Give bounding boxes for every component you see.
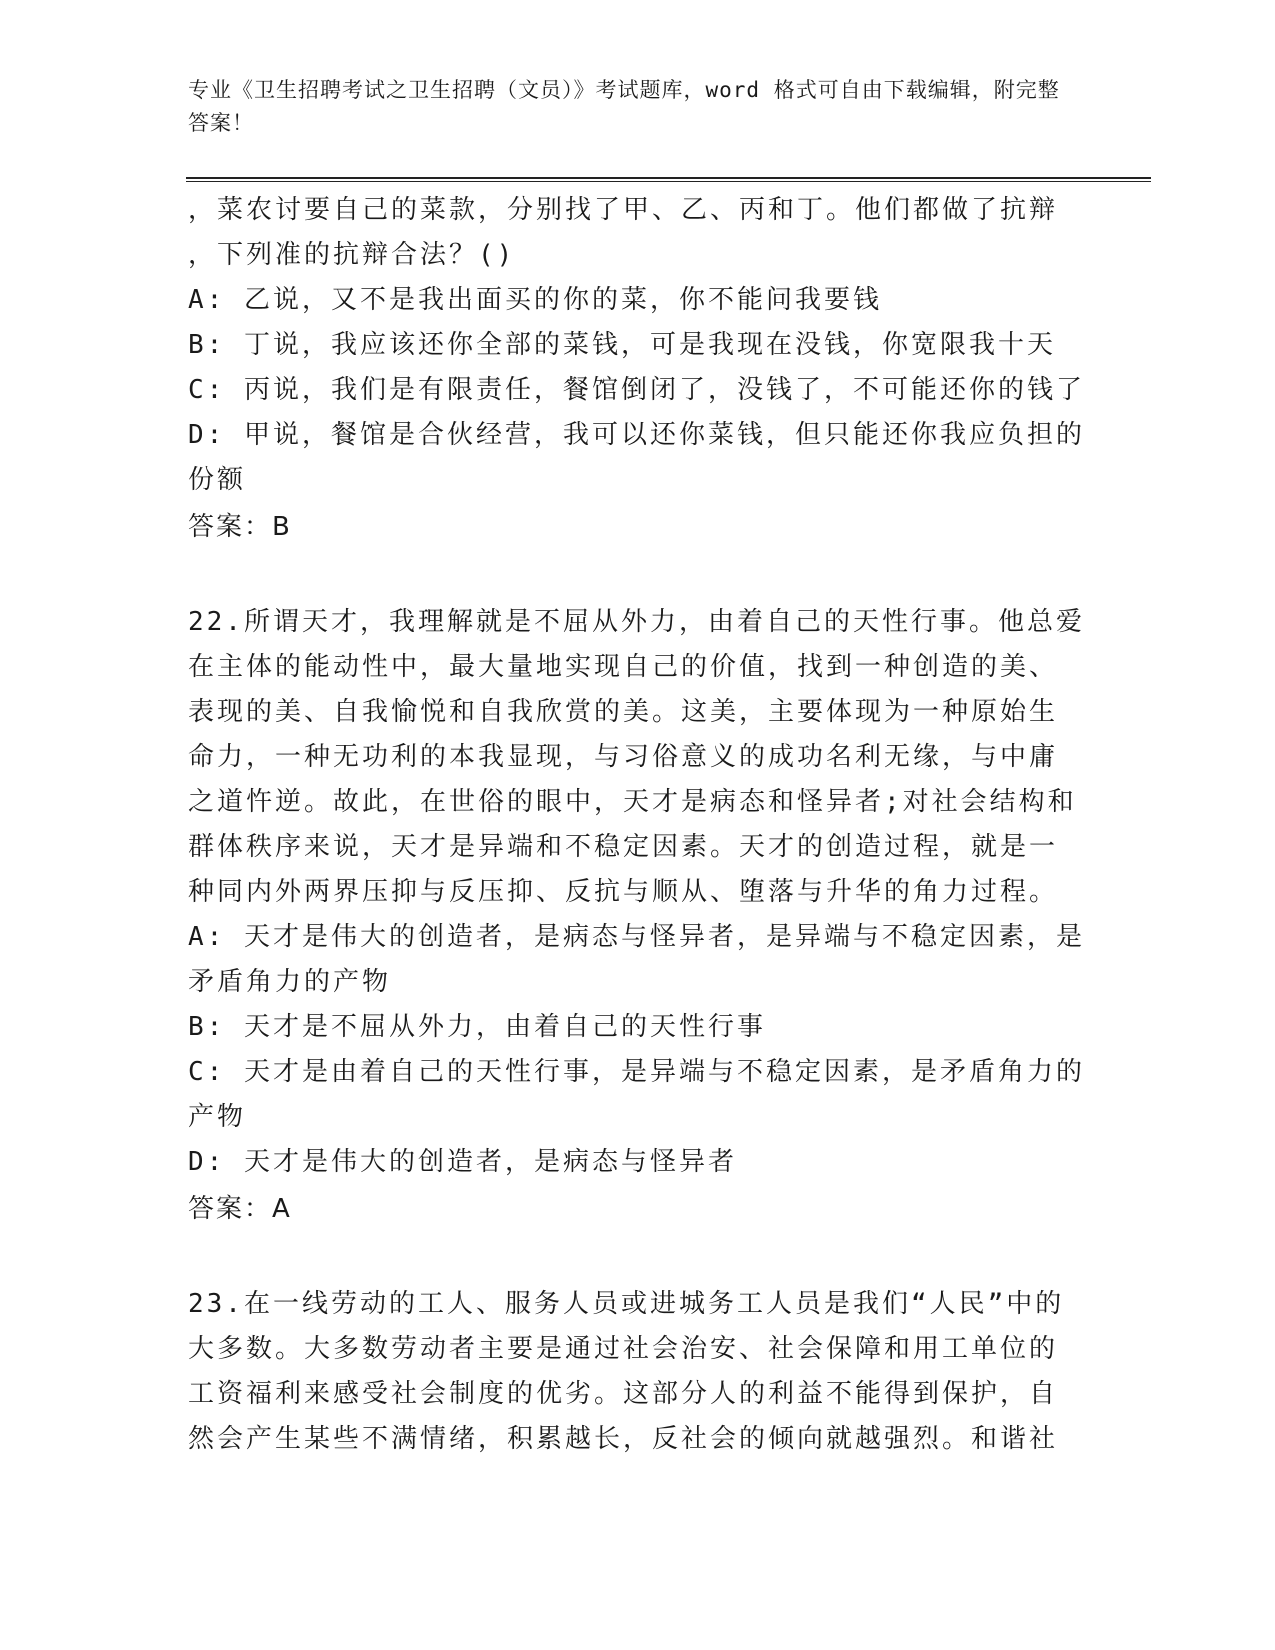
option-c-continued: 产物 xyxy=(188,1102,247,1132)
question-22 xyxy=(188,600,1085,1233)
option-a-continued: 矛盾角力的产物 xyxy=(188,967,392,997)
page-header: 专业《卫生招聘考试之卫生招聘（文员）》考试题库，word 格式可自由下载编辑，附完整答案！ xyxy=(188,78,1060,135)
question-stem-line: 工资福利来感受社会制度的优劣。这部分人的利益不能得到保护，自 xyxy=(188,1379,1059,1409)
option-b: B: 丁说，我应该还你全部的菜钱，可是我现在没钱，你宽限我十天 xyxy=(188,330,1056,360)
question-stem-line: ，下列准的抗辩合法？() xyxy=(188,240,516,270)
option-d: D: 甲说，餐馆是合伙经营，我可以还你菜钱，但只能还你我应负担的 xyxy=(188,420,1085,450)
question-stem-line: 表现的美、自我愉悦和自我欣赏的美。这美，主要体现为一种原始生 xyxy=(188,697,1059,727)
answer-label: 答案：A xyxy=(188,1194,292,1224)
answer-label: 答案：B xyxy=(188,512,292,542)
option-c: C: 丙说，我们是有限责任，餐馆倒闭了，没钱了，不可能还你的钱了 xyxy=(188,375,1085,405)
spacer xyxy=(188,551,1078,600)
spacer xyxy=(188,1233,1078,1282)
option-a: A: 乙说，又不是我出面买的你的菜，你不能问我要钱 xyxy=(188,285,882,315)
question-stem-line: 23.在一线劳动的工人、服务人员或进城务工人员是我们“人民”中的 xyxy=(188,1289,1065,1319)
option-d-continued: 份额 xyxy=(188,465,247,495)
question-stem-line: 大多数。大多数劳动者主要是通过社会治安、社会保障和用工单位的 xyxy=(188,1334,1059,1364)
question-stem-line: 命力，一种无功利的本我显现，与习俗意义的成功名利无缘，与中庸 xyxy=(188,742,1059,772)
question-stem-line: 群体秩序来说，天才是异端和不稳定因素。天才的创造过程，就是一 xyxy=(188,832,1059,862)
header-divider xyxy=(186,177,1151,182)
question-stem-line: ，菜农讨要自己的菜款，分别找了甲、乙、丙和丁。他们都做了抗辩 xyxy=(188,195,1059,225)
option-c: C: 天才是由着自己的天性行事，是异端与不稳定因素，是矛盾角力的 xyxy=(188,1057,1085,1087)
question-stem-line: 在主体的能动性中，最大量地实现自己的价值，找到一种创造的美、 xyxy=(188,652,1059,682)
option-d: D: 天才是伟大的创造者，是病态与怪异者 xyxy=(188,1147,737,1177)
question-stem-line: 然会产生某些不满情绪，积累越长，反社会的倾向就越强烈。和谐社 xyxy=(188,1424,1059,1454)
question-stem-line: 之道忤逆。故此，在世俗的眼中，天才是病态和怪异者;对社会结构和 xyxy=(188,787,1077,817)
option-b: B: 天才是不屈从外力，由着自己的天性行事 xyxy=(188,1012,766,1042)
question-stem-line: 种同内外两界压抑与反压抑、反抗与顺从、堕落与升华的角力过程。 xyxy=(188,877,1059,907)
option-a: A: 天才是伟大的创造者，是病态与怪异者，是异端与不稳定因素，是 xyxy=(188,922,1085,952)
document-body xyxy=(188,188,1085,1462)
question-stem-line: 22.所谓天才，我理解就是不屈从外力，由着自己的天性行事。他总爱 xyxy=(188,607,1085,637)
question-21 xyxy=(188,188,1085,551)
question-23 xyxy=(188,1282,1078,1462)
